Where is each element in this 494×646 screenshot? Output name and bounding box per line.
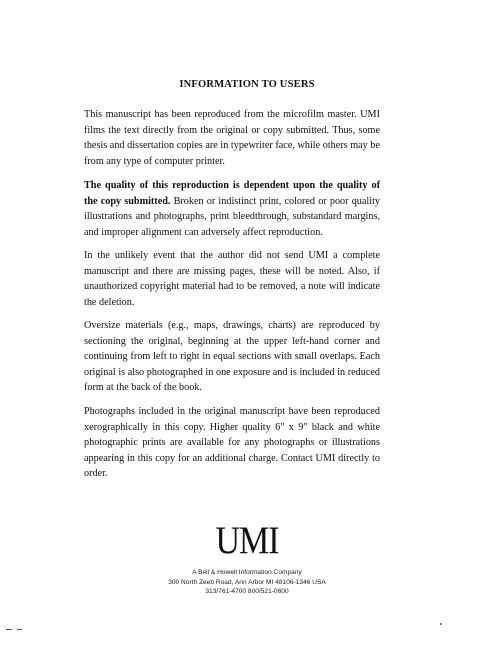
scan-speck xyxy=(440,623,442,625)
imprint-address: 300 North Zeeb Road, Ann Arbor MI 48106-1346 USA xyxy=(168,578,326,586)
imprint-company: A Bell & Howell Information Company xyxy=(192,569,302,576)
paragraph-oversize-notice xyxy=(84,318,380,396)
imprint-phone: 313/761-4700 800/521-0600 xyxy=(205,588,289,596)
paragraph-bold-lead: The quality of this reproduction is dependent upon the quality of the copy submitted. xyxy=(84,180,380,207)
paragraph-photographs-notice xyxy=(84,404,380,482)
scan-mark-left-2 xyxy=(17,629,22,630)
publisher-imprint xyxy=(0,568,494,597)
paragraph-text: Photographs included in the original manuscript have been reproduced xerographically in this copy. Higher quality 6" x 9" black and white photographic prints are available for any photographs or illustrations appearing in this copy for an additional charge. Contact UMI directly to order. xyxy=(84,406,380,479)
paragraph-microfilm-notice xyxy=(84,107,380,169)
umi-logo-container xyxy=(0,519,494,563)
paragraph-missing-pages-notice xyxy=(84,248,380,310)
paragraph-text: This manuscript has been reproduced from the microfilm master. UMI films the text directly from the original or copy submitted. Thus, some thesis and dissertation copies are in typewriter face, while others may be from any type of computer printer. xyxy=(84,109,380,167)
page-title: INFORMATION TO USERS xyxy=(179,79,315,90)
paragraph-quality-notice xyxy=(84,178,380,240)
paragraph-text: Oversize materials (e.g., maps, drawings, charts) are reproduced by sectioning the original, beginning at the upper left-hand corner and continuing from left to right in equal sections with small overlaps. Each original is also photographed in one exposure and is included in reduced form at the back of the book. xyxy=(84,320,380,393)
scan-mark-left xyxy=(6,629,12,630)
umi-logo: UMI xyxy=(215,519,279,563)
paragraph-text: Broken or indistinct print, colored or poor quality illustrations and photographs, print bleedthrough, substandard margins, and improper alignment can adversely affect reproduction. xyxy=(84,195,380,238)
paragraph-text: In the unlikely event that the author did not send UMI a complete manuscript and there are missing pages, these will be noted. Also, if unauthorized copyright material had to be removed, a note will indicate the deletion. xyxy=(84,250,380,308)
